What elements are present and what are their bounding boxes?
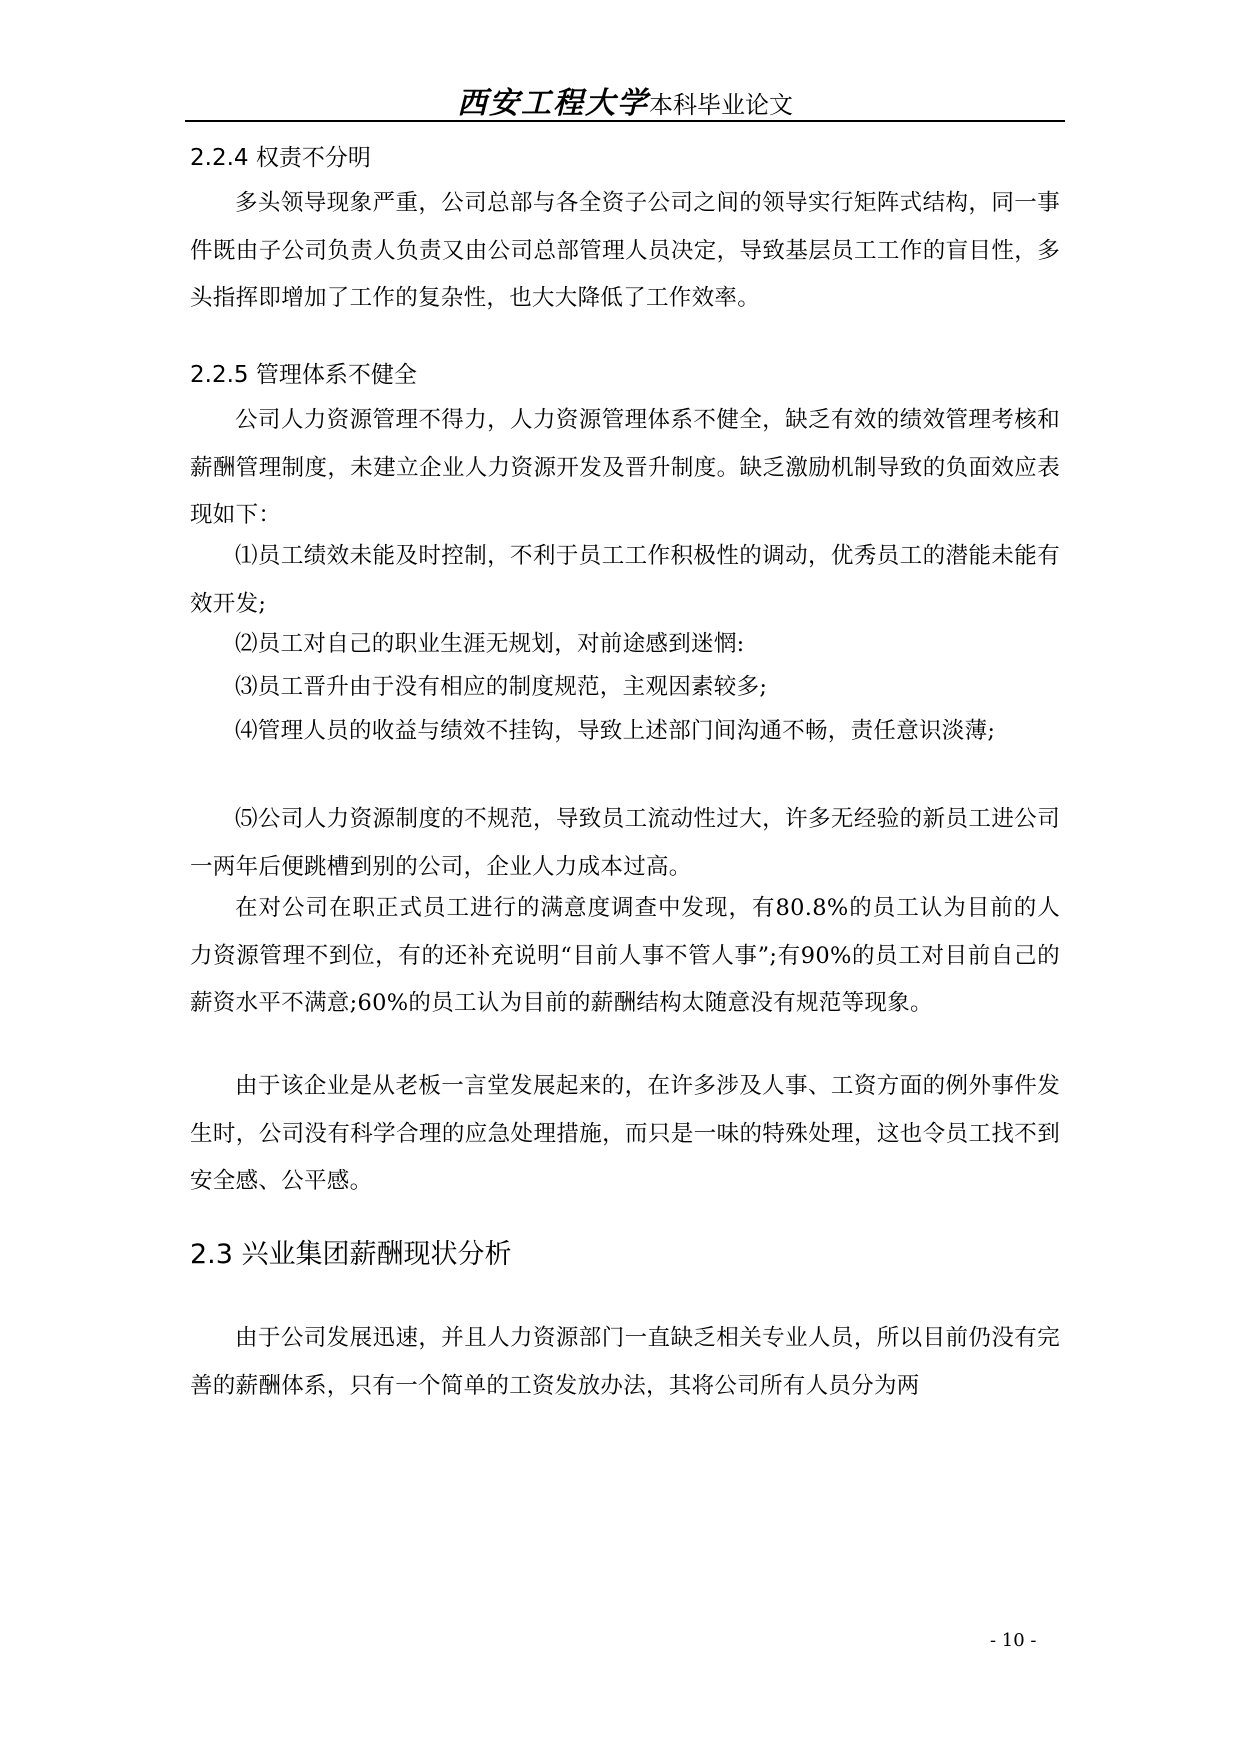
section-2-2-5-paragraph-1: 公司人力资源管理不得力，人力资源管理体系不健全，缺乏有效的绩效管理考核和薪酬管理制度，未建立企业人力资源开发及晋升制度。缺乏激励机制导致的负面效应表现如下： [190, 407, 1060, 528]
section-2-2-5-paragraph-2: 在对公司在职正式员工进行的满意度调查中发现，有80.8%的员工认为目前的人力资源管理不到位，有的还补充说明“目前人事不管人事”;有90%的员工对目前自己的薪资水平不满意;60%的员工认为目前的薪酬结构太随意没有规范等现象。 [190, 895, 1060, 1016]
section-2-3-paragraph: 由于公司发展迅速，并且人力资源部门一直缺乏相关专业人员，所以目前仍没有完善的薪酬体系，只有一个简单的工资发放办法，其将公司所有人员分为两 [190, 1325, 1060, 1399]
section-2-2-4-title: 2.2.4 权责不分明 [190, 145, 371, 171]
header-subtitle: 本科毕业论文 [649, 91, 793, 119]
list-item-3: ⑶员工晋升由于没有相应的制度规范，主观因素较多; [235, 674, 768, 700]
university-logo-text: 西安工程大学 [457, 86, 649, 121]
list-item-5: ⑸公司人力资源制度的不规范，导致员工流动性过大，许多无经验的新员工进公司一两年后便跳槽到别的公司，企业人力成本过高。 [190, 806, 1060, 880]
page-number: - 10 - [990, 1630, 1037, 1651]
section-2-2-5-title: 2.2.5 管理体系不健全 [190, 362, 417, 388]
list-item-2: ⑵员工对自己的职业生涯无规划，对前途感到迷惘: [235, 631, 745, 657]
section-2-3-title: 2.3 兴业集团薪酬现状分析 [190, 1239, 512, 1270]
header-divider [185, 120, 1065, 122]
list-item-4: ⑷管理人员的收益与绩效不挂钩，导致上述部门间沟通不畅，责任意识淡薄; [235, 718, 996, 744]
section-2-2-5-paragraph-3: 由于该企业是从老板一言堂发展起来的，在许多涉及人事、工资方面的例外事件发生时，公司没有科学合理的应急处理措施，而只是一味的特殊处理，这也令员工找不到安全感、公平感。 [190, 1073, 1060, 1194]
section-2-2-4-paragraph: 多头领导现象严重，公司总部与各全资子公司之间的领导实行矩阵式结构，同一事件既由子公司负责人负责又由公司总部管理人员决定，导致基层员工工作的盲目性，多头指挥即增加了工作的复杂性，也大大降低了工作效率。 [190, 190, 1060, 311]
list-item-1: ⑴员工绩效未能及时控制，不利于员工工作积极性的调动，优秀员工的潜能未能有效开发; [190, 543, 1060, 617]
page-header [185, 78, 1065, 122]
